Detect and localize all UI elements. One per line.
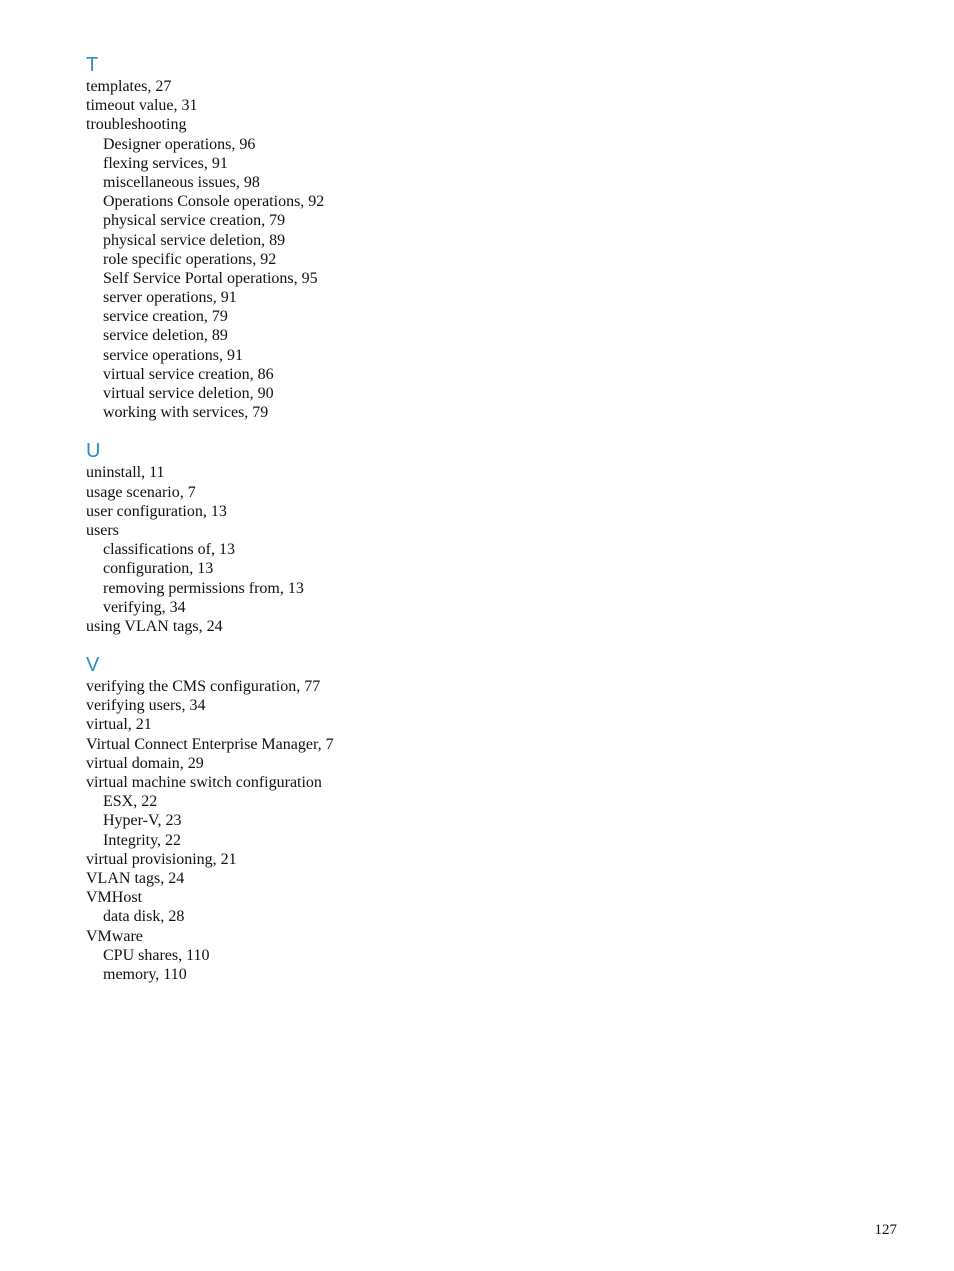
index-subentry: removing permissions from, 13 (103, 579, 304, 597)
index-entry: virtual machine switch configuration (86, 774, 322, 791)
index-subentry: virtual service deletion, 90 (103, 385, 274, 402)
index-entry: virtual provisioning, 21 (86, 850, 237, 868)
index-subentry: service operations, 91 (103, 346, 243, 364)
index-subentry: data disk, 28 (103, 908, 185, 926)
index-subentry: CPU shares, 110 (103, 946, 210, 964)
index-entry: timeout value, 31 (86, 97, 198, 115)
index-entry: troubleshooting (86, 116, 187, 134)
index-section-t (86, 53, 686, 422)
index-entry: VMHost (86, 889, 143, 907)
index-entry: verifying users, 34 (86, 697, 206, 715)
index-subentry: memory, 110 (103, 965, 187, 983)
index-section-v (86, 653, 686, 984)
index-entry: usage scenario, 7 (86, 483, 196, 501)
index-entry: templates, 27 (86, 78, 172, 95)
index-subentry: role specific operations, 92 (103, 250, 277, 268)
index-subentry: service creation, 79 (103, 308, 228, 326)
index-entry: virtual domain, 29 (86, 754, 204, 772)
index-subentry: server operations, 91 (103, 289, 237, 307)
index-subentry: classifications of, 13 (103, 541, 235, 559)
index-subentry: physical service deletion, 89 (103, 231, 286, 249)
index-entry: users (86, 521, 119, 539)
index-subentry: configuration, 13 (103, 560, 214, 578)
index-entry: virtual, 21 (86, 716, 152, 734)
index-subentry: miscellaneous issues, 98 (103, 173, 260, 191)
index-entry: verifying the CMS configuration, 77 (86, 678, 321, 696)
section-letter-heading: T (86, 54, 99, 76)
index-entry: using VLAN tags, 24 (86, 617, 223, 635)
index-entry: uninstall, 11 (86, 464, 165, 482)
index-subentry: virtual service creation, 86 (103, 365, 274, 383)
index-entry: user configuration, 13 (86, 502, 227, 520)
index-subentry: ESX, 22 (103, 793, 158, 811)
index-section-u (86, 439, 686, 636)
section-letter-heading: V (86, 654, 100, 677)
index-subentry: verifying, 34 (103, 598, 186, 616)
index-subentry: service deletion, 89 (103, 327, 228, 345)
index-subentry: flexing services, 91 (103, 154, 228, 172)
index-page (86, 53, 686, 1001)
index-subentry: Hyper-V, 23 (103, 812, 182, 830)
page-number: 127 (874, 1222, 897, 1238)
section-letter-heading: U (86, 440, 101, 463)
index-subentry: Operations Console operations, 92 (103, 193, 325, 211)
index-subentry: physical service creation, 79 (103, 212, 286, 230)
index-entry: VMware (86, 927, 143, 945)
index-subentry: working with services, 79 (103, 404, 269, 422)
index-entry: VLAN tags, 24 (86, 869, 185, 887)
index-subentry: Designer operations, 96 (103, 135, 256, 153)
index-entry: Virtual Connect Enterprise Manager, 7 (86, 735, 334, 753)
index-subentry: Integrity, 22 (103, 831, 182, 849)
index-subentry: Self Service Portal operations, 95 (103, 269, 318, 287)
